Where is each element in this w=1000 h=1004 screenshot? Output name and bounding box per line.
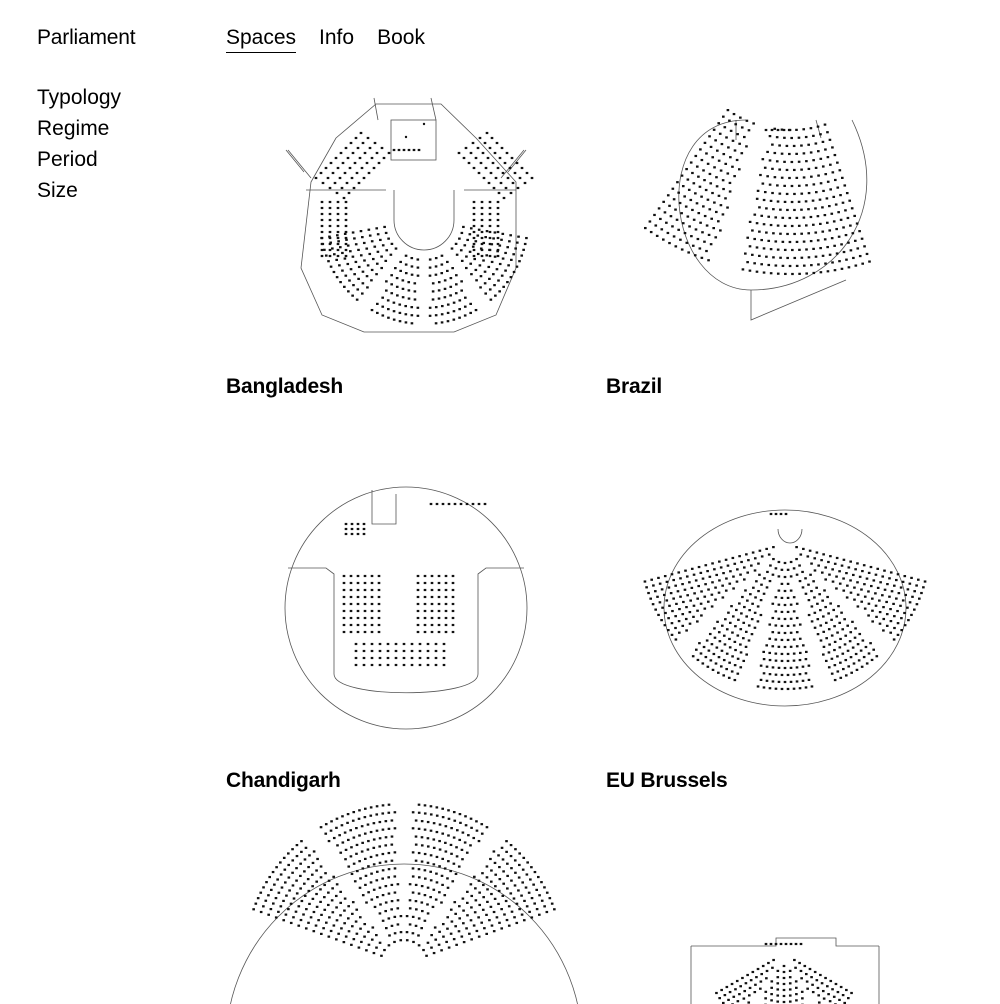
filter-period[interactable]: Period	[37, 144, 121, 175]
space-card-5[interactable]	[226, 864, 586, 1004]
space-label-chandigarh: Chandigarh	[226, 769, 341, 793]
brazil-floorplan	[606, 90, 906, 340]
space-label-bangladesh: Bangladesh	[226, 375, 343, 399]
space-card-brazil[interactable]	[606, 90, 966, 410]
filter-menu	[37, 82, 121, 206]
space-label-eu-brussels: EU Brussels	[606, 769, 728, 793]
chandigarh-floorplan	[226, 484, 546, 734]
space-card-eu-brussels[interactable]	[606, 484, 966, 804]
space-label-brazil: Brazil	[606, 375, 662, 399]
bangladesh-floorplan	[226, 90, 586, 340]
nav-info[interactable]: Info	[319, 26, 354, 53]
nav-book[interactable]: Book	[377, 26, 425, 53]
filter-size[interactable]: Size	[37, 175, 121, 206]
space-5-floorplan	[226, 864, 586, 1004]
space-card-chandigarh[interactable]	[226, 484, 586, 804]
filter-regime[interactable]: Regime	[37, 113, 121, 144]
space-card-bangladesh[interactable]	[226, 90, 586, 410]
space-6-floorplan	[686, 934, 886, 1004]
nav-spaces[interactable]: Spaces	[226, 26, 296, 53]
main-nav	[226, 26, 425, 53]
eu-brussels-floorplan	[606, 484, 926, 734]
filter-typology[interactable]: Typology	[37, 82, 121, 113]
space-card-6[interactable]	[686, 934, 886, 1004]
site-title[interactable]: Parliament	[37, 26, 135, 50]
